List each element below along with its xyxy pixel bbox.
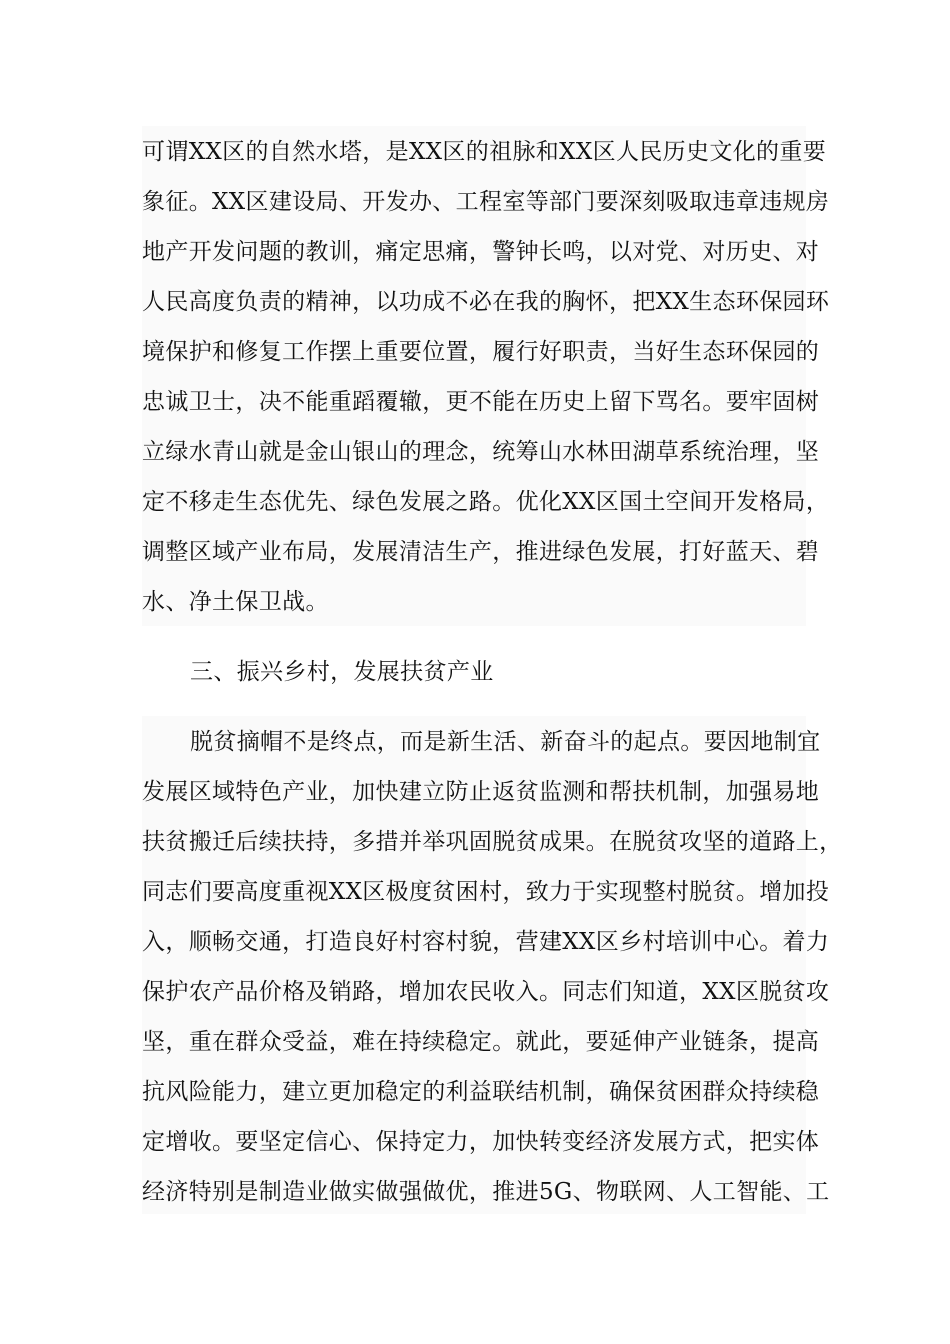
paragraph-line: 可谓XX区的自然水塔，是XX区的祖脉和XX区人民历史文化的重要 <box>142 139 827 165</box>
paragraph-line: 同志们要高度重视XX区极度贫困村，致力于实现整村脱贫。增加投 <box>142 879 830 905</box>
paragraph-line: 人民高度负责的精神，以功成不必在我的胸怀，把XX生态环保园环 <box>142 289 830 315</box>
paragraph-line: 抗风险能力，建立更加稳定的利益联结机制，确保贫困群众持续稳 <box>142 1079 820 1105</box>
paragraph-line: 发展区域特色产业，加快建立防止返贫监测和帮扶机制，加强易地 <box>142 779 820 805</box>
paragraph-line: 脱贫摘帽不是终点，而是新生活、新奋斗的起点。要因地制宜 <box>190 729 821 755</box>
paragraph-line: 坚，重在群众受益，难在持续稳定。就此，要延伸产业链条，提高 <box>142 1029 820 1055</box>
paragraph-line: 调整区域产业布局，发展清洁生产，推进绿色发展，打好蓝天、碧 <box>142 539 820 565</box>
paragraph-line: 保护农产品价格及销路，增加农民收入。同志们知道，XX区脱贫攻 <box>142 979 830 1005</box>
paragraph-line: 象征。XX区建设局、开发办、工程室等部门要深刻吸取违章违规房 <box>142 189 830 215</box>
paragraph-line: 立绿水青山就是金山银山的理念，统筹山水林田湖草系统治理，坚 <box>142 439 820 465</box>
paragraph-line: 经济特别是制造业做实做强做优，推进5G、物联网、人工智能、工 <box>142 1179 830 1205</box>
paragraph-line: 地产开发问题的教训，痛定思痛，警钟长鸣，以对党、对历史、对 <box>142 239 820 265</box>
paragraph-line: 定增收。要坚定信心、保持定力，加快转变经济发展方式，把实体 <box>142 1129 820 1155</box>
section-heading: 三、振兴乡村，发展扶贫产业 <box>190 659 494 685</box>
paragraph-line: 水、净土保卫战。 <box>142 589 329 615</box>
paragraph-line: 境保护和修复工作摆上重要位置，履行好职责，当好生态环保园的 <box>142 339 820 365</box>
paragraph-line: 入，顺畅交通，打造良好村容村貌，营建XX区乡村培训中心。着力 <box>142 929 830 955</box>
paragraph-line: 定不移走生态优先、绿色发展之路。优化XX区国土空间开发格局， <box>142 489 830 515</box>
paragraph-line: 扶贫搬迁后续扶持，多措并举巩固脱贫成果。在脱贫攻坚的道路上， <box>142 829 843 855</box>
paragraph-line: 忠诚卫士，决不能重蹈覆辙，更不能在历史上留下骂名。要牢固树 <box>142 389 820 415</box>
